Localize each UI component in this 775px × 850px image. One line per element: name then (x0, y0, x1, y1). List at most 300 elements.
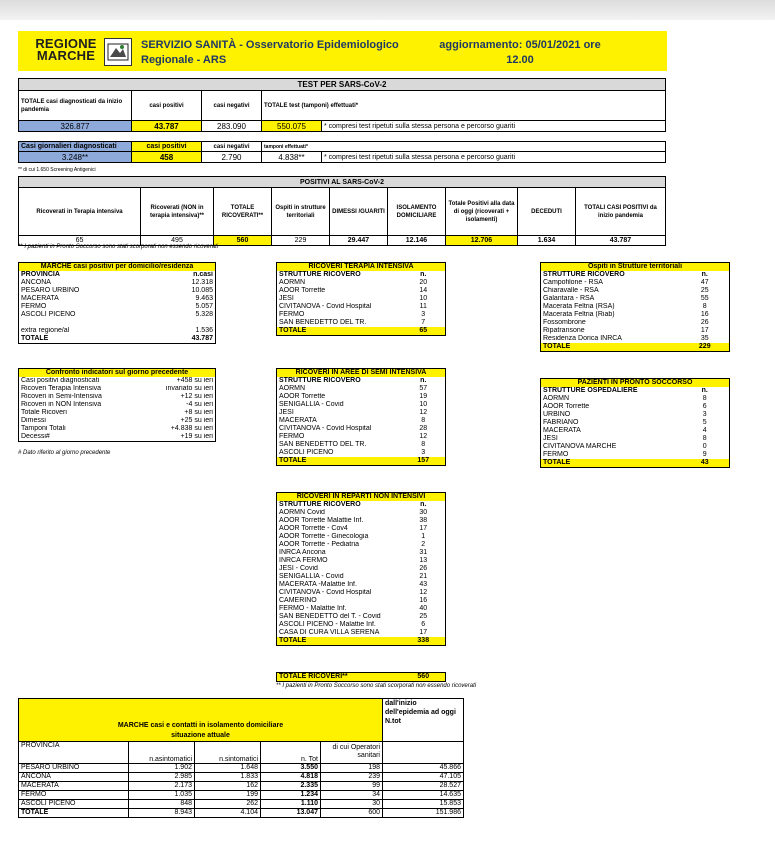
indicator-change: +19 su ieri (180, 433, 213, 440)
update-timestamp: aggiornamento: 05/01/2021 ore 12.00 (439, 39, 601, 66)
row-value: 6 (702, 403, 707, 410)
cell-value: 1.110 (261, 799, 321, 808)
cell-value: 28.527 (383, 781, 464, 790)
table-row (19, 385, 216, 393)
table-row (541, 403, 730, 411)
header-daily-positive: casi positivi (132, 142, 202, 152)
total-cell: 4.104 (195, 808, 261, 817)
cell-value: 15.853 (383, 799, 464, 808)
positivi-note: ** I pazienti in Pronto Soccorso sono stati scorporati non essendo ricoverati (18, 244, 219, 250)
positivi-header: Ospiti in strutture territoriali (272, 188, 330, 236)
row-label: FERMO (279, 311, 305, 318)
table-row (277, 597, 446, 605)
browser-top-bar (0, 0, 775, 20)
cell-value: 2.985 (129, 772, 195, 781)
row-label: Ripatransone (543, 327, 585, 334)
row-value: 10 (419, 295, 428, 302)
table-row (541, 279, 730, 287)
table-row (541, 419, 730, 427)
table-row (277, 541, 446, 549)
indicator-change: +12 su ieri (180, 393, 213, 400)
table-row (277, 605, 446, 613)
region-emblem-icon (104, 38, 132, 66)
indicator-label: Ricoveri in Semi-Intensiva (21, 393, 102, 400)
value-daily-tests: 4.838** (262, 152, 322, 163)
table-row (277, 409, 446, 417)
total-cell: 600 (321, 808, 383, 817)
province-name: ANCONA (21, 279, 51, 286)
table-row (541, 427, 730, 435)
table-row (19, 409, 216, 417)
ps-total-label: TOTALE (541, 459, 681, 468)
positivi-value: 229 (272, 236, 330, 246)
indicator-label: Ricoveri Terapia Intensiva (21, 385, 102, 392)
table-row (277, 425, 446, 433)
nonint-total-value: 338 (402, 637, 446, 646)
row-label: Galantara - RSA (543, 295, 595, 302)
row-label: JESI - Covid (279, 565, 318, 572)
semi-header-structure: STRUTTURE RICOVERO (279, 377, 361, 384)
row-value: 25 (700, 287, 709, 294)
isolamento-title: MARCHE casi e contatti in isolamento domiciliare situazione attuale (19, 721, 383, 742)
table-row (277, 311, 446, 319)
row-label: SENIGALLIA - Covid (279, 401, 344, 408)
isolamento-since-header: dall'inizio dell'epidemia ad oggi N.tot (383, 699, 464, 742)
row-label: Chiaravalle - RSA (543, 287, 599, 294)
nonint-title: RICOVERI IN REPARTI NON INTENSIVI (277, 493, 446, 502)
value-daily: 3.248** (19, 152, 132, 163)
table-row (277, 449, 446, 457)
total-cell: 8.943 (129, 808, 195, 817)
table-row (19, 799, 464, 808)
positivi-value: 65 (19, 236, 141, 246)
row-label: CIVITANOVA MARCHE (543, 443, 617, 450)
indicator-change: -4 su ieri (186, 401, 213, 408)
table-row (277, 565, 446, 573)
province-name: MACERATA (19, 781, 129, 790)
ti-header-count: n. (420, 271, 427, 278)
row-value: 6 (421, 621, 426, 628)
province-name: PESARO URBINO (21, 287, 80, 294)
row-label: Macerata Feltria (RSA) (543, 303, 615, 310)
row-label: URBINO (543, 411, 571, 418)
positivi-title: POSITIVI AL SARS-CoV-2 (19, 177, 666, 188)
territoriali-header-structure: STRUTTURE RICOVERO (543, 271, 625, 278)
row-label: SENIGALLIA - Covid (279, 573, 344, 580)
ti-total-label: TOTALE (277, 327, 402, 336)
nonint-header-count: n. (420, 501, 427, 508)
indicator-label: Totale Ricoveri (21, 409, 67, 416)
nonint-table (276, 492, 446, 646)
province-name: extra regione/al (21, 327, 70, 334)
row-label: MACERATA (279, 417, 317, 424)
table-row (541, 287, 730, 295)
row-value: 2 (421, 541, 426, 548)
value-positive: 43.787 (132, 121, 202, 132)
row-value: 12 (419, 589, 428, 596)
note-daily: * compresi test ripetuti sulla stessa persona e percorso guariti (322, 152, 666, 163)
row-label: AORMN (279, 279, 306, 286)
province-total-value: 43.787 (191, 335, 213, 342)
row-value: 16 (700, 311, 709, 318)
semi-total-label: TOTALE (277, 457, 402, 466)
row-label: SAN BENEDETTO del T. - Covid (279, 613, 381, 620)
ti-title: RICOVERI TERAPIA INTENSIVA (277, 263, 446, 272)
value-total-tests: 550.075 (262, 121, 322, 132)
table-row (541, 435, 730, 443)
row-value: 3 (421, 449, 426, 456)
territoriali-table (540, 262, 730, 352)
row-label: AOOR Torrette - Cov4 (279, 525, 348, 532)
province-name: PESARO URBINO (19, 763, 129, 772)
table-row (277, 303, 446, 311)
total-ricoveri-value: 560 (402, 673, 446, 682)
province-title: MARCHE casi positivi per domicilio/residenza (19, 263, 216, 272)
row-value: 11 (419, 303, 427, 310)
row-value: 1 (421, 533, 426, 540)
cell-value: 99 (321, 781, 383, 790)
table-row (277, 533, 446, 541)
note-tests: * compresi test ripetuti sulla stessa persona e percorso guariti (322, 121, 666, 132)
table-row (541, 327, 730, 335)
row-value: 12 (419, 433, 428, 440)
table-row (541, 395, 730, 403)
table-row (277, 319, 446, 327)
row-label: Campofilone - RSA (543, 279, 603, 286)
table-row (19, 279, 216, 287)
confronto-note: # Dato riferito al giorno precedente (18, 450, 111, 456)
cell-value: 34 (321, 790, 383, 799)
row-label: AOOR Torrette (279, 393, 326, 400)
table-row (277, 589, 446, 597)
table-row (277, 433, 446, 441)
ps-title: PAZIENTI IN PRONTO SOCCORSO (541, 379, 730, 388)
table-row (541, 443, 730, 451)
table-row (19, 417, 216, 425)
cell-value: 2.335 (261, 781, 321, 790)
row-value: 38 (419, 517, 428, 524)
row-label: MACERATA -Malattie Inf. (279, 581, 357, 588)
test-title: TEST PER SARS-CoV-2 (19, 79, 666, 91)
table-row (541, 451, 730, 459)
row-label: FERMO - Malattie Inf. (279, 605, 347, 612)
table-row (277, 295, 446, 303)
row-label: Fossombrone (543, 319, 586, 326)
cell-value: 1.234 (261, 790, 321, 799)
indicator-change: +25 su ieri (180, 417, 213, 424)
row-value: 4 (702, 427, 707, 434)
row-value: 26 (419, 565, 428, 572)
ps-total-value: 43 (681, 459, 730, 468)
table-row (277, 549, 446, 557)
indicator-change: +8 su ieri (184, 409, 213, 416)
header-daily: Casi giornalieri diagnosticati (19, 142, 132, 152)
header-positive: casi positivi (132, 91, 202, 121)
row-value: 0 (702, 443, 707, 450)
row-value: 47 (700, 279, 709, 286)
table-row (19, 433, 216, 442)
indicator-label: Decessi# (21, 433, 50, 440)
province-cases: 12.318 (191, 279, 213, 286)
row-value: 3 (702, 411, 707, 418)
cell-value: 14.635 (383, 790, 464, 799)
semi-header-count: n. (420, 377, 427, 384)
cell-value: 848 (129, 799, 195, 808)
table-row (277, 525, 446, 533)
row-label: CIVITANOVA - Covid Hospital (279, 589, 372, 596)
positivi-value: 560 (214, 236, 272, 246)
table-row (19, 319, 216, 327)
row-value: 13 (419, 557, 428, 564)
row-value: 31 (419, 549, 428, 556)
header-daily-negative: casi negativi (202, 142, 262, 152)
table-row (277, 581, 446, 589)
value-daily-negative: 2.790 (202, 152, 262, 163)
confronto-table (18, 368, 216, 442)
indicator-change: invariato su ieri (165, 385, 213, 392)
table-row (541, 295, 730, 303)
row-value: 17 (419, 629, 428, 636)
row-value: 8 (421, 417, 426, 424)
table-row (541, 303, 730, 311)
territoriali-header-count: n. (701, 271, 708, 278)
table-row (19, 287, 216, 295)
positivi-table (18, 176, 666, 246)
row-value: 19 (419, 393, 428, 400)
territoriali-total-label: TOTALE (541, 343, 681, 352)
row-value: 26 (700, 319, 709, 326)
row-value: 12 (419, 409, 428, 416)
table-row (19, 772, 464, 781)
cell-value: 1.648 (195, 763, 261, 772)
total-ricoveri-table (276, 672, 446, 682)
table-row (277, 517, 446, 525)
row-label: CIVITANOVA - Covid Hospital (279, 425, 372, 432)
total-row (19, 808, 464, 817)
header-total-tests: TOTALE test (tamponi) effettuati* (262, 91, 666, 121)
positivi-header: TOTALE RICOVERATI** (214, 188, 272, 236)
indicator-label: Dimessi (21, 417, 46, 424)
semi-table (276, 368, 446, 466)
table-row (19, 763, 464, 772)
total-ricoveri-label: TOTALE RICOVERI** (277, 673, 402, 682)
total-ricoveri-note: ** I pazienti in Pronto Soccorso sono stati scorporati non essendo ricoverati (276, 683, 477, 689)
indicator-label: Casi positivi diagnosticati (21, 377, 100, 384)
row-value: 17 (419, 525, 428, 532)
cell-value: 198 (321, 763, 383, 772)
table-row (277, 441, 446, 449)
table-row (277, 573, 446, 581)
province-name: FERMO (19, 790, 129, 799)
positivi-header: Ricoverati in Terapia intensiva (19, 188, 141, 236)
indicator-change: +4.838 su ieri (170, 425, 213, 432)
semi-title: RICOVERI IN AREE DI SEMI INTENSIVA (277, 369, 446, 378)
province-table (18, 262, 216, 344)
positivi-header: Totale Positivi alla data di oggi (ricoverati + isolamenti) (446, 188, 518, 236)
row-label: AOOR Torrette - Pediatria (279, 541, 360, 548)
value-total-cases: 326.877 (19, 121, 132, 132)
logo-text-line2: MARCHE (36, 48, 96, 63)
table-row (541, 335, 730, 343)
row-label: AOOR Torrette Malattie Inf. (279, 517, 364, 524)
row-value: 7 (421, 319, 426, 326)
table-row (19, 377, 216, 385)
table-row (19, 295, 216, 303)
row-value: 8 (702, 303, 707, 310)
confronto-title: Confronto indicatori sul giorno precedente (19, 369, 216, 378)
row-value: 8 (421, 441, 426, 448)
note-screening: ** di cui 1.650 Screening Antigenici (18, 167, 96, 173)
table-row (19, 393, 216, 401)
cell-value: 3.550 (261, 763, 321, 772)
row-label: JESI (279, 295, 294, 302)
logo-text-line1: REGIONE (35, 36, 97, 51)
pronto-soccorso-table (540, 378, 730, 468)
positivi-header: TOTALI CASI POSITIVI da inizio pandemia (576, 188, 666, 236)
indicator-label: Ricoveri in NON Intensiva (21, 401, 102, 408)
province-cases (139, 319, 216, 327)
cell-value: 1.833 (195, 772, 261, 781)
table-row (277, 385, 446, 393)
positivi-header: DECEDUTI (518, 188, 576, 236)
table-row (19, 311, 216, 319)
table-row (277, 629, 446, 637)
cases-header: n.casi (193, 271, 213, 278)
table-row (277, 557, 446, 565)
province-cases: 5.328 (195, 311, 213, 318)
row-label: AOOR Torrette (543, 403, 590, 410)
row-value: 28 (419, 425, 428, 432)
table-row (19, 327, 216, 335)
header-total-cases: TOTALE casi diagnosticati da inizio pandemia (19, 91, 132, 121)
row-label: JESI (543, 435, 558, 442)
row-label: MACERATA (543, 427, 581, 434)
row-label: AORMN (543, 395, 570, 402)
row-label: AORMN (279, 385, 306, 392)
row-label: AORMN Covid (279, 509, 325, 516)
cell-value: 162 (195, 781, 261, 790)
positivi-value: 495 (141, 236, 214, 246)
province-cases: 9.463 (195, 295, 213, 302)
table-row (541, 311, 730, 319)
table-row (277, 509, 446, 517)
province-name: MACERATA (21, 295, 59, 302)
row-value: 5 (702, 419, 707, 426)
ps-header-structure: STRUTTURE OSPEDALIERE (543, 387, 638, 394)
table-row (277, 393, 446, 401)
nonint-header-structure: STRUTTURE RICOVERO (279, 501, 361, 508)
row-value: 43 (419, 581, 428, 588)
cell-value: 262 (195, 799, 261, 808)
positivi-header: ISOLAMENTO DOMICILIARE (388, 188, 446, 236)
page-title: SERVIZIO SANITÀ - Osservatorio Epidemiologico Regionale - ARS (141, 39, 399, 66)
row-value: 14 (419, 287, 428, 294)
cell-value: 30 (321, 799, 383, 808)
cell-value: 239 (321, 772, 383, 781)
value-daily-positive: 458 (132, 152, 202, 163)
table-row (19, 401, 216, 409)
row-label: JESI (279, 409, 294, 416)
header-daily-tests: tamponi effettuati* (262, 142, 666, 152)
row-label: FERMO (279, 433, 305, 440)
ti-table (276, 262, 446, 336)
row-value: 55 (700, 295, 709, 302)
row-value: 10 (419, 401, 428, 408)
positivi-value: 12.706 (446, 236, 518, 246)
positivi-value: 12.146 (388, 236, 446, 246)
province-header: PROVINCIA (21, 271, 60, 278)
cell-value: 199 (195, 790, 261, 799)
isolamento-header-province: PROVINCIA (19, 741, 129, 763)
cell-value: 2.173 (129, 781, 195, 790)
daily-table (18, 141, 666, 163)
table-row (277, 417, 446, 425)
province-name (19, 319, 139, 327)
province-cases: 5.057 (195, 303, 213, 310)
row-label: FABRIANO (543, 419, 579, 426)
row-label: INRCA Ancona (279, 549, 326, 556)
table-row (541, 319, 730, 327)
row-value: 25 (419, 613, 428, 620)
table-row (277, 287, 446, 295)
positivi-value: 1.634 (518, 236, 576, 246)
ti-header-structure: STRUTTURE RICOVERO (279, 271, 361, 278)
row-label: AOOR Torrette - Ginecologia (279, 533, 369, 540)
row-value: 35 (700, 335, 709, 342)
row-value: 57 (419, 385, 428, 392)
positivi-header: DIMESSI /GUARITI (330, 188, 388, 236)
row-value: 20 (419, 279, 428, 286)
row-label: AOOR Torrette (279, 287, 326, 294)
total-cell: 151.986 (383, 808, 464, 817)
row-label: SAN BENEDETTO DEL TR. (279, 319, 367, 326)
territoriali-total-value: 229 (681, 343, 730, 352)
row-label: CASA DI CURA VILLA SERENA (279, 629, 380, 636)
table-row (277, 279, 446, 287)
row-value: 8 (702, 395, 707, 402)
province-cases: 1.536 (195, 327, 213, 334)
cell-value: 47.105 (383, 772, 464, 781)
province-cases: 10.085 (191, 287, 213, 294)
row-value: 17 (700, 327, 709, 334)
row-label: INRCA FERMO (279, 557, 328, 564)
province-name: ASCOLI PICENO (21, 311, 76, 318)
row-value: 8 (702, 435, 707, 442)
value-negative: 283.090 (202, 121, 262, 132)
indicator-change: +458 su ieri (176, 377, 213, 384)
table-row (19, 790, 464, 799)
positivi-value: 43.787 (576, 236, 666, 246)
row-label: Residenza Dorica INRCA (543, 335, 622, 342)
territoriali-title: Ospiti in Strutture territoriali (541, 263, 730, 272)
table-row (19, 781, 464, 790)
row-label: FERMO (543, 451, 569, 458)
province-name: ASCOLI PICENO (19, 799, 129, 808)
province-total-label: TOTALE (21, 335, 49, 342)
region-logo (30, 38, 102, 68)
cell-value: 1.902 (129, 763, 195, 772)
indicator-label: Tamponi Totali (21, 425, 66, 432)
semi-total-value: 157 (402, 457, 446, 466)
row-label: CAMERINO (279, 597, 317, 604)
table-row (277, 621, 446, 629)
header-negative: casi negativi (202, 91, 262, 121)
row-label: ASCOLI PICENO - Malattie Inf. (279, 621, 376, 628)
isolamento-header-operators: di cui Operatori sanitari (321, 741, 383, 763)
isolamento-header-symptomatic: n.sintomatici (195, 741, 261, 763)
row-value: 30 (419, 509, 428, 516)
table-row (19, 303, 216, 311)
